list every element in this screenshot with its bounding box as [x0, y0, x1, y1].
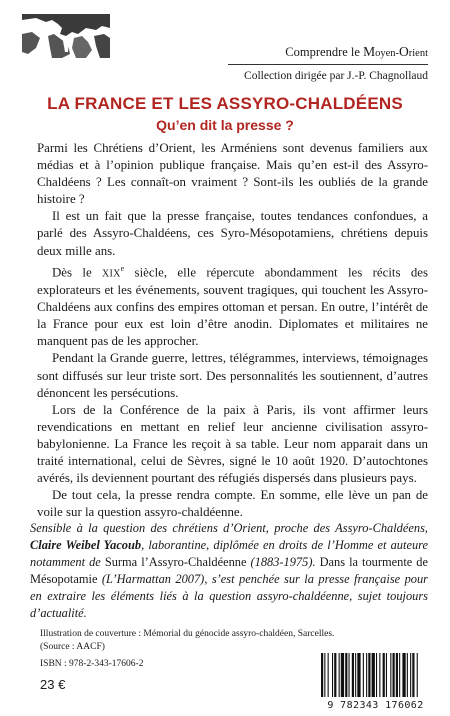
author-name: Claire Weibel Yacoub [30, 537, 142, 552]
back-cover-blurb [37, 140, 428, 521]
isbn: ISBN : 978-2-343-17606-2 [40, 659, 144, 669]
collection-rule [228, 64, 428, 65]
blurb-paragraph-4: Pendant la Grande guerre, lettres, télégrammes, interviews, témoignages sont diffusés sur leur triste sort. Des personnalités les soutiennent, d’autres dénoncent les persécutions. [37, 351, 428, 400]
collection-name: Comprendre le Moyen-Orient [285, 44, 428, 59]
book-title: LA FRANCE ET LES ASSYRO-CHALDÉENS [47, 94, 403, 113]
blurb-paragraph-5: Lors de la Conférence de la paix à Paris, ils vont affirmer leurs revendications en mettant en relief leur ancienne civilisation assyro-babylonienne. La France les reçoit à sa table. Leur nom apparait dans un traité international, celui de Sèvres, signé le 10 août 1920. D’autochtones avérés, ils deviennent pourtant des réfugiés dispersés dans plusieurs pays. [37, 402, 428, 486]
blurb-paragraph-1: Parmi les Chrétiens d’Orient, les Arméniens sont devenus familiers aux médias et à l’opinion publique française. Mais qu’en est-il des Assyro-Chaldéens ? Les connaît-on vraiment ? Sont-ils les oubliés de la grande histoire ? [37, 141, 428, 207]
map-logo [22, 14, 110, 58]
blurb-paragraph-6: De tout cela, la presse rendra compte. En somme, elle lève un pan de voile sur la question assyro-chaldéenne. [37, 488, 428, 520]
price: 23 € [40, 677, 66, 692]
book-subtitle: Qu’en dit la presse ? [156, 117, 294, 133]
author-bio: Sensible à la question des chrétiens d’Orient, proche des Assyro-Chaldéens, Claire Weibel Yacoub, laborantine, diplômée en droits de l’Homme et auteure notamment de Surma l’Assyro-Chaldéenne (1883-1975). Dans la tourmente de Mésopotamie (L’Harmattan 2007), s’est penchée sur la presse française pour en extraire les éléments liés à la question assyro-chaldéenne, sujet toujours d’actualité. [30, 521, 429, 620]
blurb-paragraph-2: Il est un fait que la presse française, toutes tendances confondues, a parlé des Assyro-Chaldéens, ces Syro-Mésopotamiens, chrétiens depuis deux mille ans. [37, 209, 428, 258]
barcode [317, 653, 434, 711]
blurb-paragraph-3: Dès le XIXe siècle, elle répercute abondamment les récits des explorateurs et les événements, souvent tragiques, qui touchent les Assyro-Chaldéens aux confins des empires ottoman et persan. En outre, l’intérêt de la France pour eux est loin d’être anodin. Diplomates et militaires ne manquent pas de les approcher. [37, 263, 428, 349]
collection-header [228, 44, 428, 82]
collection-director: Collection dirigée par J.-P. Chagnollaud [244, 70, 428, 82]
illustration-credit: Illustration de couverture : Mémorial du génocide assyro-chaldéen, Sarcelles. (Source : AACF) [40, 629, 335, 652]
barcode-number: 9 782343 176062 [327, 700, 424, 711]
